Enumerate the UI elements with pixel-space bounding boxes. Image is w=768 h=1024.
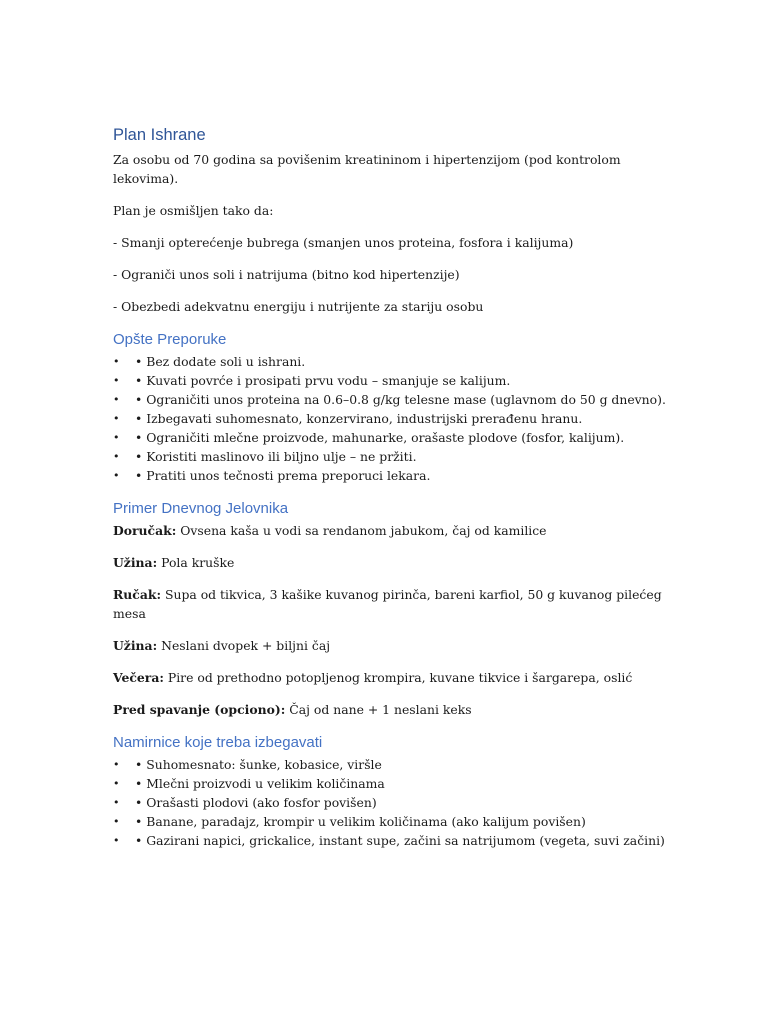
list-item: • • Orašasti plodovi (ako fosfor povišen) — [113, 795, 377, 810]
foods-to-avoid-list — [113, 755, 673, 850]
list-item: • • Pratiti unos tečnosti prema preporuci lekara. — [113, 468, 431, 483]
plan-point: - Smanji opterećenje bubrega (smanjen unos proteina, fosfora i kalijuma) — [113, 235, 574, 250]
plan-intro-paragraph: Plan je osmišljen tako da: — [113, 203, 274, 218]
document-title: Plan Ishrane — [113, 126, 206, 144]
bullet-icon: • — [113, 355, 120, 368]
list-item: • • Mlečni proizvodi u velikim količinama — [113, 776, 385, 791]
bullet-icon: • — [113, 431, 120, 444]
list-item: • • Gazirani napici, grickalice, instant supe, začini sa natrijumom (vegeta, suvi začini) — [113, 833, 665, 848]
foods-to-avoid-heading: Namirnice koje treba izbegavati — [113, 734, 323, 751]
general-recommendations-heading: Opšte Preporuke — [113, 331, 227, 348]
bullet-icon: • — [113, 450, 120, 463]
daily-menu-heading: Primer Dnevnog Jelovnika — [113, 500, 289, 517]
meal-dinner: Večera: Pire od prethodno potopljenog krompira, kuvane tikvice i šargarepa, oslić — [113, 670, 633, 685]
bullet-icon: • — [113, 374, 120, 387]
meal-lunch: Ručak: Supa od tikvica, 3 kašike kuvanog pirinča, bareni karfiol, 50 g kuvanog pilećeg mesa — [113, 587, 662, 621]
list-item: • • Koristiti maslinovo ili biljno ulje – ne pržiti. — [113, 449, 417, 464]
list-item: • • Suhomesnato: šunke, kobasice, viršle — [113, 757, 382, 772]
bullet-icon: • — [113, 777, 120, 790]
document-page — [113, 124, 673, 850]
meal-snack: Užina: Neslani dvopek + biljni čaj — [113, 638, 331, 653]
general-recommendations-list — [113, 352, 673, 485]
intro-paragraph: Za osobu od 70 godina sa povišenim kreatininom i hipertenzijom (pod kontrolom lekovima). — [113, 152, 621, 186]
list-item: • • Banane, paradajz, krompir u velikim količinama (ako kalijum povišen) — [113, 814, 586, 829]
meal-snack: Užina: Pola kruške — [113, 555, 235, 570]
list-item: • • Bez dodate soli u ishrani. — [113, 354, 306, 369]
list-item: • • Ograničiti mlečne proizvode, mahunarke, orašaste plodove (fosfor, kalijum). — [113, 430, 625, 445]
bullet-icon: • — [113, 758, 120, 771]
bullet-icon: • — [113, 815, 120, 828]
list-item: • • Ograničiti unos proteina na 0.6–0.8 g/kg telesne mase (uglavnom do 50 g dnevno). — [113, 392, 666, 407]
bullet-icon: • — [113, 412, 120, 425]
bullet-icon: • — [113, 834, 120, 847]
plan-point: - Obezbedi adekvatnu energiju i nutrijente za stariju osobu — [113, 299, 484, 314]
bullet-icon: • — [113, 469, 120, 482]
list-item: • • Kuvati povrće i prosipati prvu vodu – smanjuje se kalijum. — [113, 373, 511, 388]
bullet-icon: • — [113, 796, 120, 809]
plan-point: - Ograniči unos soli i natrijuma (bitno kod hipertenzije) — [113, 267, 460, 282]
bullet-icon: • — [113, 393, 120, 406]
list-item: • • Izbegavati suhomesnato, konzervirano, industrijski prerađenu hranu. — [113, 411, 583, 426]
meal-breakfast: Doručak: Ovsena kaša u vodi sa rendanom jabukom, čaj od kamilice — [113, 523, 547, 538]
meal-bedtime: Pred spavanje (opciono): Čaj od nane + 1 neslani keks — [113, 702, 472, 717]
